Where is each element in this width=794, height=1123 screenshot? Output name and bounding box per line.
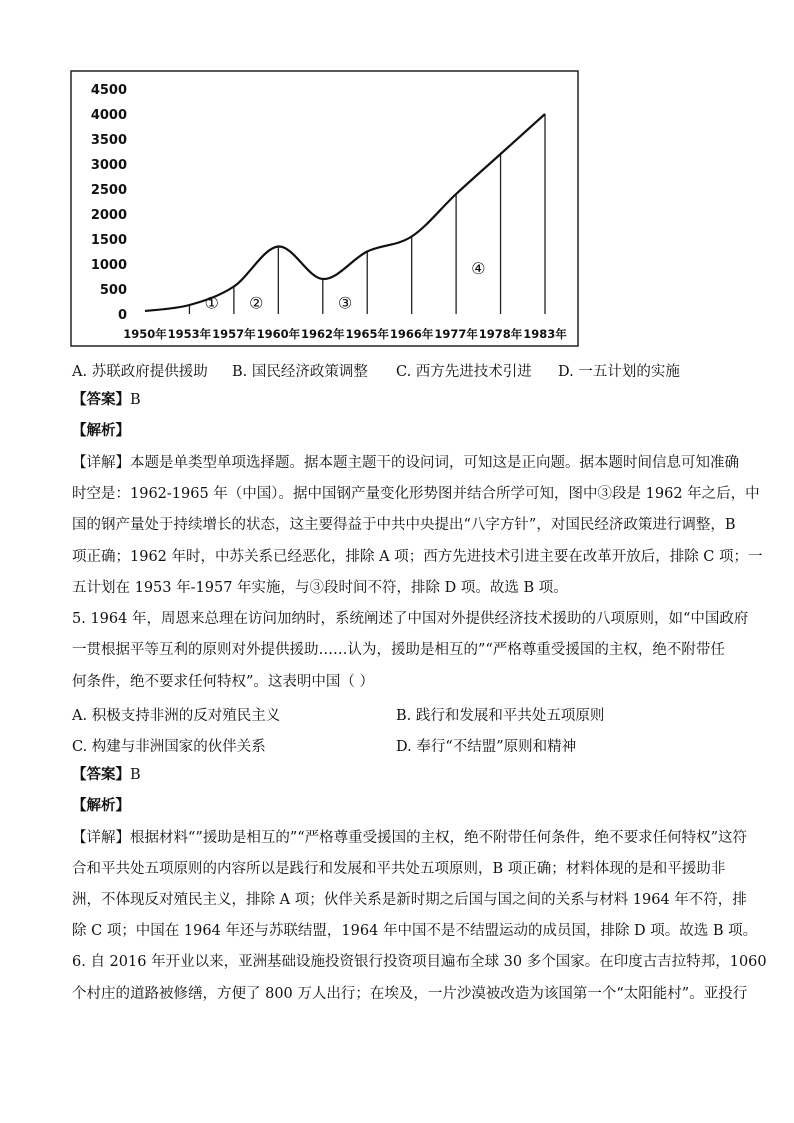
answer-tag: 【答案】 (72, 766, 130, 783)
q5-stem-line: 5. 1964 年，周恩来总理在访问加纳时，系统阐述了中国对外提供经济技术援助的八项原则，如“中国政府 (72, 611, 749, 627)
segment-annotation: ② (248, 293, 264, 313)
x-tick-label: 1962年 (301, 327, 345, 341)
q5-option-c: C. 构建与非洲国家的伙伴关系 (72, 739, 266, 755)
y-tick-label: 4000 (90, 108, 127, 123)
y-tick-label: 0 (117, 308, 127, 323)
q4-analysis-tag: 【解析】 (72, 422, 130, 439)
chart-frame (71, 71, 578, 346)
q5-stem-line: 何条件，绝不要求任何特权”。这表明中国（ ） (72, 674, 375, 690)
x-tick-label: 1966年 (389, 327, 434, 341)
q5-option-d: D. 奉行“不结盟”原则和精神 (396, 739, 577, 755)
y-tick-label: 3500 (90, 133, 127, 148)
q5-analysis-tag: 【解析】 (72, 797, 130, 814)
q4-answer (72, 391, 141, 409)
y-tick-label: 1500 (90, 233, 127, 248)
steel-output-chart (70, 70, 580, 348)
x-tick-label: 1953年 (167, 327, 212, 341)
q4-detail-line: 五计划在 1953 年-1957 年实施，与③段时间不符，排除 D 项。故选 B 项。 (72, 580, 568, 596)
y-tick-label: 2000 (90, 208, 127, 223)
q5-option-b: B. 践行和发展和平共处五项原则 (396, 708, 605, 724)
x-tick-label: 1977年 (434, 327, 478, 341)
q4-detail-line: 时空是：1962-1965 年（中国）。据中国钢产量变化形势图并结合所学可知，图中③段是 1962 年之后，中 (72, 486, 760, 502)
answer-value: B (130, 392, 141, 408)
segment-annotation: ① (204, 293, 219, 313)
q5-option-a: A. 积极支持非洲的反对殖民主义 (72, 708, 281, 724)
q5-detail-line: 洲，不体现反对殖民主义，排除 A 项；伙伴关系是新时期之后国与国之间的关系与材料 1964 年不符，排 (72, 892, 747, 908)
q6-stem-line: 6. 自 2016 年开业以来，亚洲基础设施投资银行投资项目遍布全球 30 多个国家。在印度古吉拉特邦，1060 (72, 954, 767, 970)
q4-detail-line: 项正确；1962 年时，中苏关系已经恶化，排除 A 项；西方先进技术引进主要在改革开放后，排除 C 项；一 (72, 549, 763, 565)
y-tick-label: 4500 (90, 83, 127, 98)
segment-annotation: ④ (471, 259, 486, 278)
q4-detail-line: 国的钢产量处于持续增长的状态，这主要得益于中共中央提出“八字方针”，对国民经济政策进行调整，B (72, 517, 736, 533)
y-tick-label: 3000 (90, 158, 127, 173)
answer-value: B (130, 767, 141, 783)
q4-detail-line: 【详解】本题是单类型单项选择题。据本题主题干的设问词，可知这是正向题。据本题时间信息可知准确 (72, 455, 739, 471)
y-tick-label: 1000 (90, 258, 127, 273)
x-tick-label: 1957年 (212, 327, 256, 341)
q4-option-c: C. 西方先进技术引进 (396, 364, 532, 380)
q5-detail-line: 【详解】根据材料“”援助是相互的”“严格尊重受援国的主权，绝不附带任何条件，绝不要求任何特权”这符 (72, 830, 748, 846)
x-tick-label: 1978年 (478, 327, 523, 341)
q5-detail-line: 合和平共处五项原则的内容所以是践行和发展和平共处五项原则，B 项正确；材料体现的是和平援助非 (72, 861, 726, 877)
x-tick-label: 1960年 (256, 327, 301, 341)
q6-stem-line: 个村庄的道路被修缮，方便了 800 万人出行；在埃及，一片沙漠被改造为该国第一个“太阳能村”。亚投行 (72, 986, 748, 1002)
answer-tag: 【答案】 (72, 391, 130, 408)
q5-answer (72, 766, 141, 784)
y-tick-label: 500 (99, 283, 127, 298)
q4-option-a: A. 苏联政府提供援助 (72, 364, 208, 380)
segment-annotation: ③ (337, 293, 353, 313)
q4-option-b: B. 国民经济政策调整 (232, 364, 368, 380)
q4-option-d: D. 一五计划的实施 (558, 364, 680, 380)
q5-detail-line: 除 C 项；中国在 1964 年还与苏联结盟，1964 年中国不是不结盟运动的成员国，排除 D 项。故选 B 项。 (72, 923, 758, 939)
x-tick-label: 1965年 (345, 327, 389, 341)
y-tick-label: 2500 (90, 183, 127, 198)
x-tick-label: 1950年 (123, 327, 167, 341)
q5-stem-line: 一贯根据平等互利的原则对外提供援助……认为，援助是相互的”“严格尊重受援国的主权，绝不附带任 (72, 642, 725, 658)
x-tick-label: 1983年 (523, 327, 567, 341)
